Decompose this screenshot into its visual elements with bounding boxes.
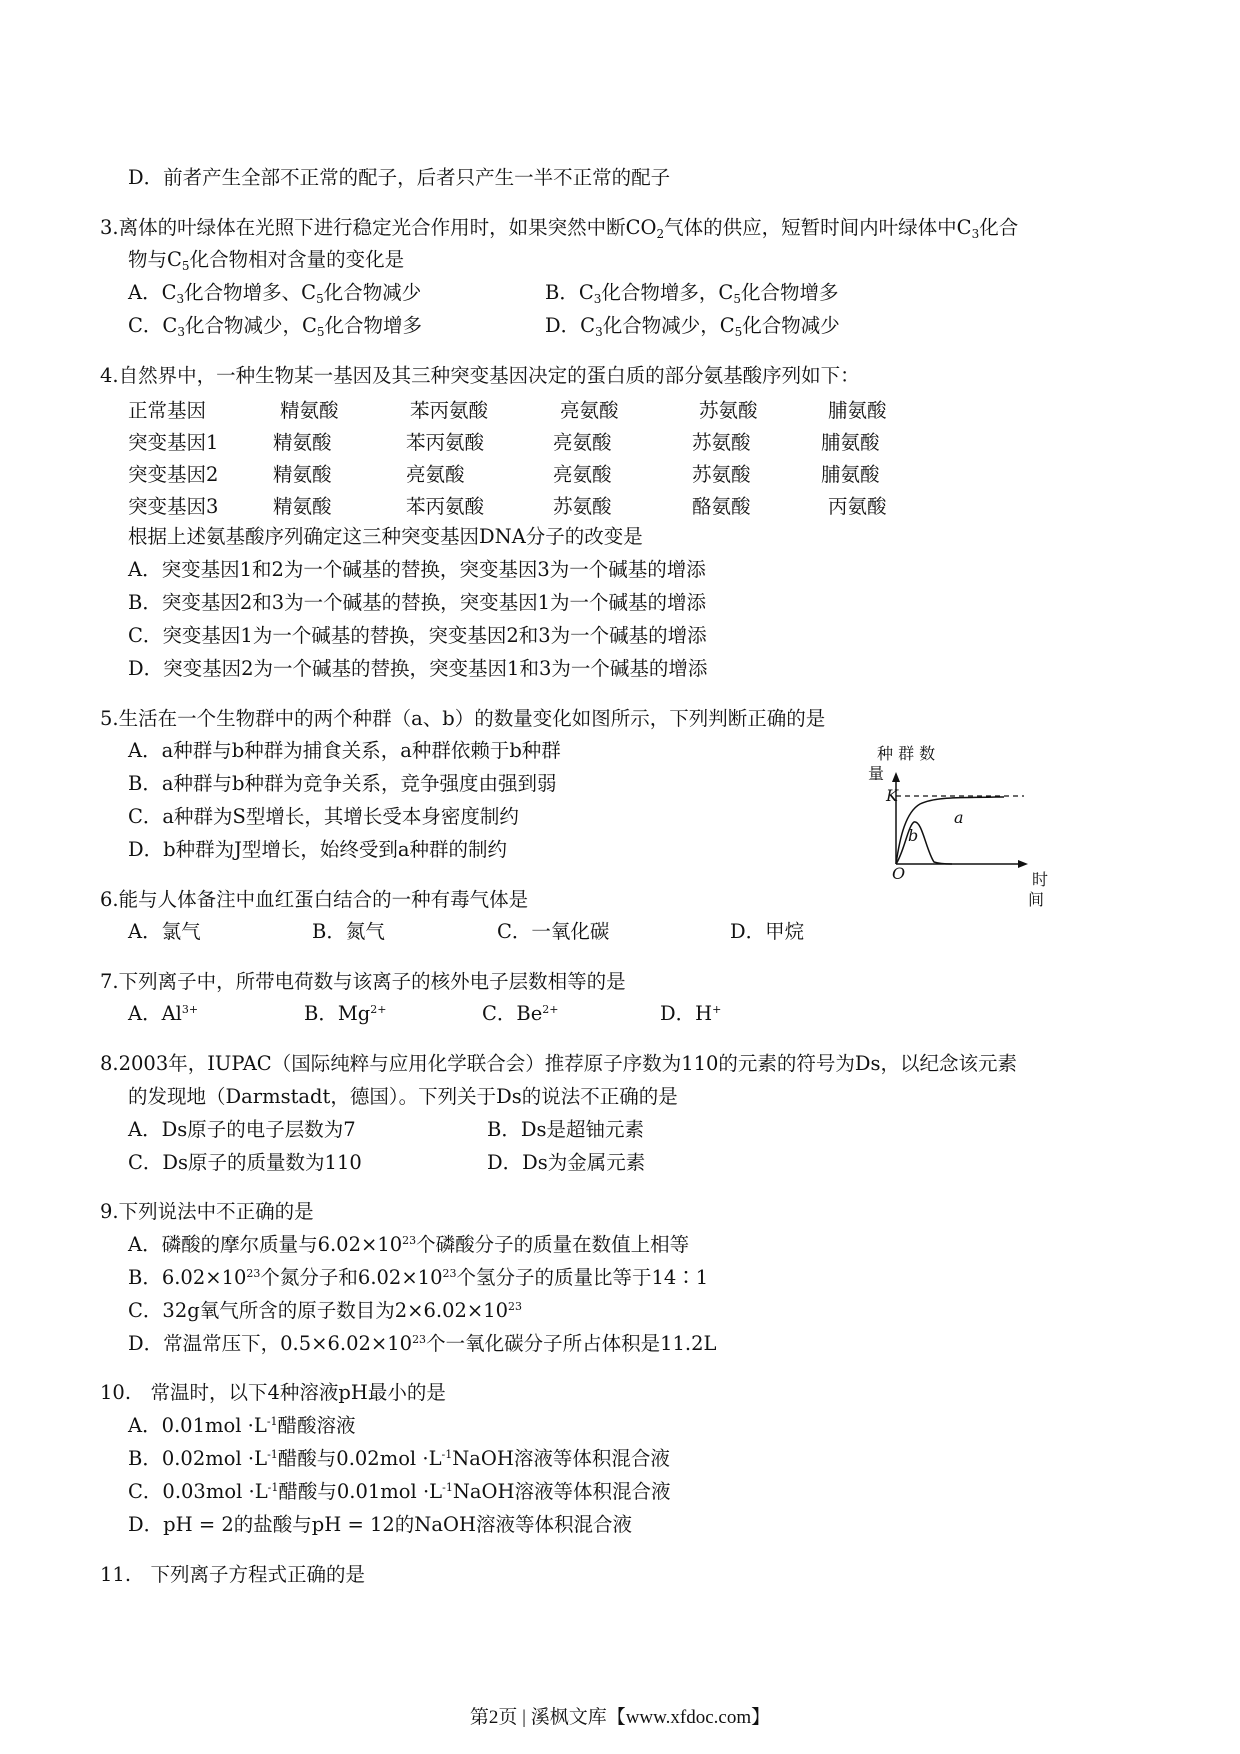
graph-a-label: a bbox=[954, 808, 964, 827]
q9-option-a: A．磷酸的摩尔质量与$6.02\times 10^{23}$个磷酸分子的质量在数值上相等 bbox=[128, 1233, 690, 1256]
q6-option-d: D．甲烷 bbox=[730, 920, 805, 943]
q6-option-b: B．氮气 bbox=[312, 920, 385, 943]
q9-stem: 9.下列说法中不正确的是 bbox=[100, 1200, 314, 1223]
graph-y-arrow bbox=[892, 772, 900, 782]
graph-b-label: b bbox=[908, 826, 919, 845]
q5-option-c: C．a种群为S型增长，其增长受本身密度制约 bbox=[128, 805, 519, 828]
q10-option-b: B．$0.02mol \cdot L^{-1}$醋酸与$0.02mol \cdot L^{-1}NaOH$溶液等体积混合液 bbox=[128, 1447, 670, 1470]
q5-option-b: B．a种群与b种群为竞争关系，竞争强度由强到弱 bbox=[128, 772, 557, 795]
q8-option-d: D．Ds为金属元素 bbox=[487, 1151, 646, 1174]
graph-x-label: 时 bbox=[1032, 870, 1049, 889]
q5-stem: 5.生活在一个生物群中的两个种群（a、b）的数量变化如图所示，下列判断正确的是 bbox=[100, 707, 826, 730]
q4-stem: 4.自然界中，一种生物某一基因及其三种突变基因决定的蛋白质的部分氨基酸序列如下： bbox=[100, 364, 860, 387]
q11-stem: 11. 下列离子方程式正确的是 bbox=[100, 1563, 366, 1586]
q8-option-a: A．Ds原子的电子层数为7 bbox=[128, 1118, 356, 1141]
q3-option-c: C．$C_3$化合物减少，$C_5$化合物增多 bbox=[128, 314, 423, 339]
graph-y-label-2: 量 bbox=[868, 764, 885, 783]
table-row: 突变基因2 精氨酸 亮氨酸 亮氨酸 苏氨酸 脯氨酸 bbox=[128, 463, 880, 486]
table-row: 突变基因3 精氨酸 苯丙氨酸 苏氨酸 酪氨酸 丙氨酸 bbox=[128, 495, 887, 518]
q7-option-c: C．$Be^{2+}$ bbox=[482, 1002, 559, 1025]
graph-k-label: K bbox=[886, 786, 898, 805]
q6-option-a: A．氯气 bbox=[128, 920, 201, 943]
q6-stem: 6.能与人体备注中血红蛋白结合的一种有毒气体是 bbox=[100, 888, 529, 911]
q4-option-d: D．突变基因2为一个碱基的替换，突变基因1和3为一个碱基的增添 bbox=[128, 657, 708, 680]
q4-amino-acid-table bbox=[128, 395, 928, 523]
q3-stem-line2: 物与$C_5$化合物相对含量的变化是 bbox=[128, 248, 405, 273]
graph-x-arrow bbox=[1018, 860, 1028, 868]
q8-option-b: B．Ds是超铀元素 bbox=[487, 1118, 644, 1141]
q9-option-d: D．常温常压下，$0.5\times 6.02\times 10^{23}$个一氧化碳分子所占体积是11.2L bbox=[128, 1332, 717, 1355]
page-footer: 第2页 | 溪枫文库【www.xfdoc.com】 bbox=[469, 1707, 771, 1728]
population-graph bbox=[856, 740, 1049, 920]
q6-option-c: C．一氧化碳 bbox=[497, 920, 610, 943]
q3-stem-line1: 3.离体的叶绿体在光照下进行稳定光合作用时，如果突然中断$CO_2$气体的供应，短暂时间内叶绿体中$C_3$化合 bbox=[100, 216, 1019, 241]
q4-option-a: A．突变基因1和2为一个碱基的替换，突变基因3为一个碱基的增添 bbox=[128, 558, 706, 581]
q7-option-a: A．$Al^{3+}$ bbox=[128, 1002, 199, 1025]
q8-stem-line2: 的发现地（Darmstadt，德国）。下列关于Ds的说法不正确的是 bbox=[128, 1085, 678, 1108]
q5-option-d: D．b种群为J型增长，始终受到a种群的制约 bbox=[128, 838, 508, 861]
q4-option-c: C．突变基因1为一个碱基的替换，突变基因2和3为一个碱基的增添 bbox=[128, 624, 707, 647]
graph-origin-label: O bbox=[892, 864, 906, 883]
q10-option-d: D．pH = 2的盐酸与pH = 12的NaOH溶液等体积混合液 bbox=[128, 1513, 632, 1536]
q9-option-c: C．32g氧气所含的原子数目为$2\times 6.02\times 10^{23}$ bbox=[128, 1299, 523, 1322]
q8-stem-line1: 8.2003年，IUPAC（国际纯粹与应用化学联合会）推荐原子序数为110的元素的符号为Ds，以纪念该元素 bbox=[100, 1052, 1018, 1075]
q7-option-b: B．$Mg^{2+}$ bbox=[304, 1002, 387, 1025]
q9-option-b: B．$6.02\times 10^{23}$个氮分子和$6.02\times 10^{23}$个氢分子的质量比等于14∶1 bbox=[128, 1266, 709, 1289]
q8-option-c: C．Ds原子的质量数为110 bbox=[128, 1151, 362, 1174]
q10-option-a: A．$0.01mol \cdot L^{-1}$醋酸溶液 bbox=[128, 1414, 356, 1437]
q3-option-b: B．$C_3$化合物增多，$C_5$化合物增多 bbox=[545, 281, 839, 306]
table-row: 正常基因 精氨酸 苯丙氨酸 亮氨酸 苏氨酸 脯氨酸 bbox=[128, 399, 887, 422]
q4-option-b: B．突变基因2和3为一个碱基的替换，突变基因1为一个碱基的增添 bbox=[128, 591, 707, 614]
q7-stem: 7.下列离子中，所带电荷数与该离子的核外电子层数相等的是 bbox=[100, 970, 626, 993]
q10-option-c: C．$0.03mol \cdot L^{-1}$醋酸与$0.01mol \cdot L^{-1}NaOH$溶液等体积混合液 bbox=[128, 1480, 671, 1503]
graph-plot bbox=[856, 740, 1049, 920]
q2-option-d: D．前者产生全部不正常的配子，后者只产生一半不正常的配子 bbox=[128, 166, 671, 189]
q3-option-d: D．$C_3$化合物减少，$C_5$化合物减少 bbox=[545, 314, 840, 339]
q3-option-a: A．$C_3$化合物增多、$C_5$化合物减少 bbox=[128, 281, 422, 306]
graph-x-label-2: 间 bbox=[1028, 890, 1045, 909]
q10-stem: 10. 常温时，以下4种溶液pH最小的是 bbox=[100, 1381, 446, 1404]
q5-option-a: A．a种群与b种群为捕食关系，a种群依赖于b种群 bbox=[128, 739, 561, 762]
table-row: 突变基因1 精氨酸 苯丙氨酸 亮氨酸 苏氨酸 脯氨酸 bbox=[128, 431, 880, 454]
q7-option-d: D．H+ bbox=[660, 1002, 722, 1025]
graph-y-label: 种 群 数 bbox=[877, 744, 936, 763]
graph-curve-a bbox=[896, 797, 1004, 864]
q4-sub-stem: 根据上述氨基酸序列确定这三种突变基因DNA分子的改变是 bbox=[128, 525, 643, 548]
